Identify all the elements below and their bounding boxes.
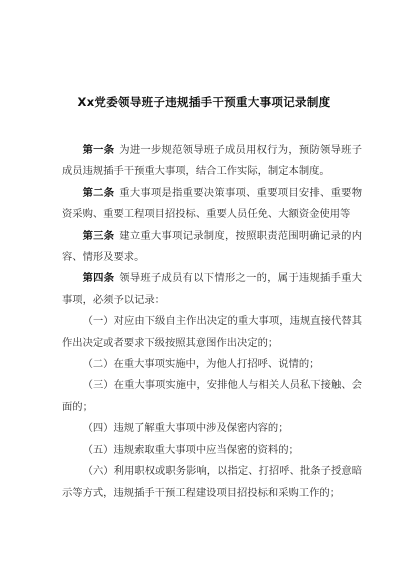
list-item: （五）违规索取重大事项中应当保密的资料的； xyxy=(82,443,299,456)
article-text: 领导班子成员有以下情形之一的，属于违规插手重大事项，必须予以记录： xyxy=(62,272,363,306)
list-item: （二）在重大事项实施中，为他人打招呼、说情的； xyxy=(82,358,320,371)
list-item: （三）在重大事项实施中，安排他人与相关人员私下接触、会面的； xyxy=(62,379,362,413)
list-item: （六）利用职权或职务影响，以指定、打招呼、批条子授意暗示等方式，违规插手干预工程建设项目招投标和采购工作的； xyxy=(62,465,362,499)
list-item: （四）违规了解重大事项中涉及保密内容的； xyxy=(82,422,289,435)
article-text: 建立重大事项记录制度，按照职责范围明确记录的内容、情形及要求。 xyxy=(62,229,363,264)
article-label: 第二条 xyxy=(82,186,115,199)
article-2 xyxy=(62,183,362,226)
article-text: 重大事项是指重要决策事项、重要项目安排、重要物资采购、重要工程项目招投标、重要人员任免、大额资金使用等 xyxy=(62,186,363,221)
article-3 xyxy=(62,226,362,269)
article-label: 第三条 xyxy=(82,229,115,242)
article-4 xyxy=(62,268,362,311)
article-label: 第一条 xyxy=(82,144,115,156)
document-body xyxy=(62,140,362,504)
article-1 xyxy=(62,140,362,183)
article-label: 第四条 xyxy=(82,272,115,285)
article-text: 为进一步规范领导班子成员用权行为，预防领导班子成员违规插手干预重大事项，结合工作实际，制定本制度。 xyxy=(62,144,363,178)
list-item: （一）对应由下级自主作出决定的重大事项，违规直接代替其作出决定或者要求下级按照其意图作出决定的； xyxy=(62,315,362,349)
document-title: Xx党委领导班子违规插手干预重大事项记录制度 xyxy=(77,95,331,109)
